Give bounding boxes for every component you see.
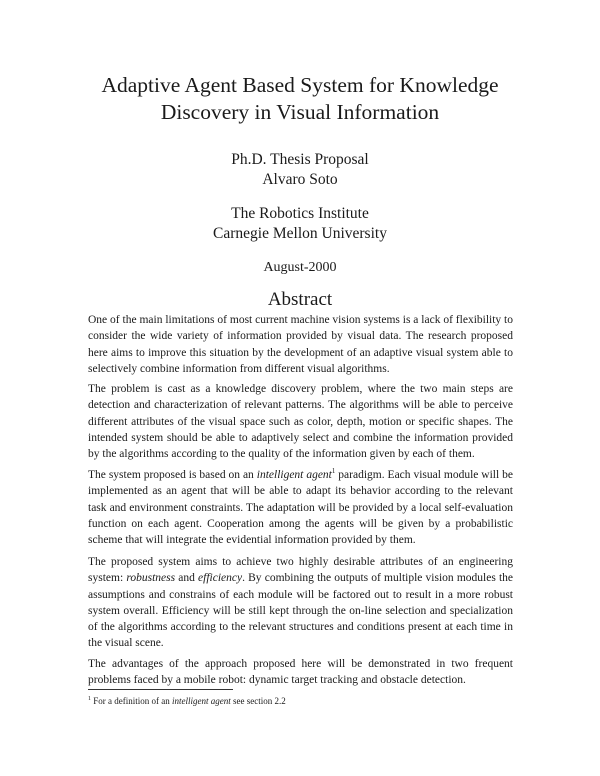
author: Alvaro Soto: [262, 171, 338, 188]
subtitle: Ph.D. Thesis Proposal: [231, 151, 369, 168]
intelligent-agent-term: intelligent agent: [256, 469, 332, 481]
abstract-heading: Abstract: [267, 289, 333, 310]
university: Carnegie Mellon University: [213, 225, 387, 242]
footnote-marker: 1: [331, 467, 336, 476]
abstract-paragraph-4: [88, 554, 513, 652]
efficiency-term: efficiency: [198, 572, 243, 585]
paragraph-4-text-start: The proposed system aims to achieve two highly desirable attributes of an engineering system:: [88, 556, 513, 585]
title-line-2: Discovery in Visual Information: [160, 100, 440, 124]
paragraph-4-text-end: . By combining the outputs of multiple vision modules the assumptions and constrains of each module will be factored out to result in a more robust system overall. Efficiency will be still kept through the on-line selection and specialization of the algorithms according to the relevant structures and conditions present at each time in the visual scene.: [88, 572, 514, 650]
abstract-paragraph-2: The problem is cast as a knowledge discovery problem, where the two main steps are detection and characterization of relevant patterns. The algorithms will be able to perceive different attributes of the visual space such as color, depth, motion or specific shapes. The intended system should be able to adaptively select and combine the information provided by the algorithms according to the quality of the information given by each of them.: [88, 383, 513, 461]
paragraph-3-text-end: paradigm. Each visual module will be implemented as an agent that will be able to adapt its behavior according to the relevant task and environment constraints. The adaptation will be provided by a local self-evaluation function on each agent. Cooperation among the agents will be given by a probabilistic scheme that will integrate the evidential information provided by them.: [88, 469, 513, 547]
footnote-number: 1: [88, 696, 91, 702]
date: August-2000: [263, 260, 337, 275]
paper-title: [60, 72, 540, 126]
paragraph-4-conjunction: and: [175, 572, 199, 585]
paragraph-3-text-start: The system proposed is based on an: [88, 469, 257, 481]
footnote-text-end: see section 2.2: [230, 696, 286, 706]
robustness-term: robustness: [126, 572, 176, 585]
footnote-divider: [88, 689, 233, 690]
institute: The Robotics Institute: [231, 205, 369, 222]
footnote: [88, 695, 513, 707]
footnote-text-start: For a definition of an: [91, 696, 172, 706]
abstract-paragraph-3: [88, 467, 513, 548]
abstract-paragraph-5: The advantages of the approach proposed here will be demonstrated in two frequent problems faced by a mobile robot: dynamic target tracking and obstacle detection.: [88, 658, 513, 687]
footnote-term: intelligent agent: [171, 696, 231, 706]
abstract-paragraph-1: One of the main limitations of most current machine vision systems is a lack of flexibility to consider the wide variety of information provided by visual data. The research proposed here aims to improve this situation by the development of an adaptive visual system able to selectively combine information from different visual algorithms.: [88, 314, 513, 375]
title-line-1: Adaptive Agent Based System for Knowledge: [101, 73, 499, 97]
